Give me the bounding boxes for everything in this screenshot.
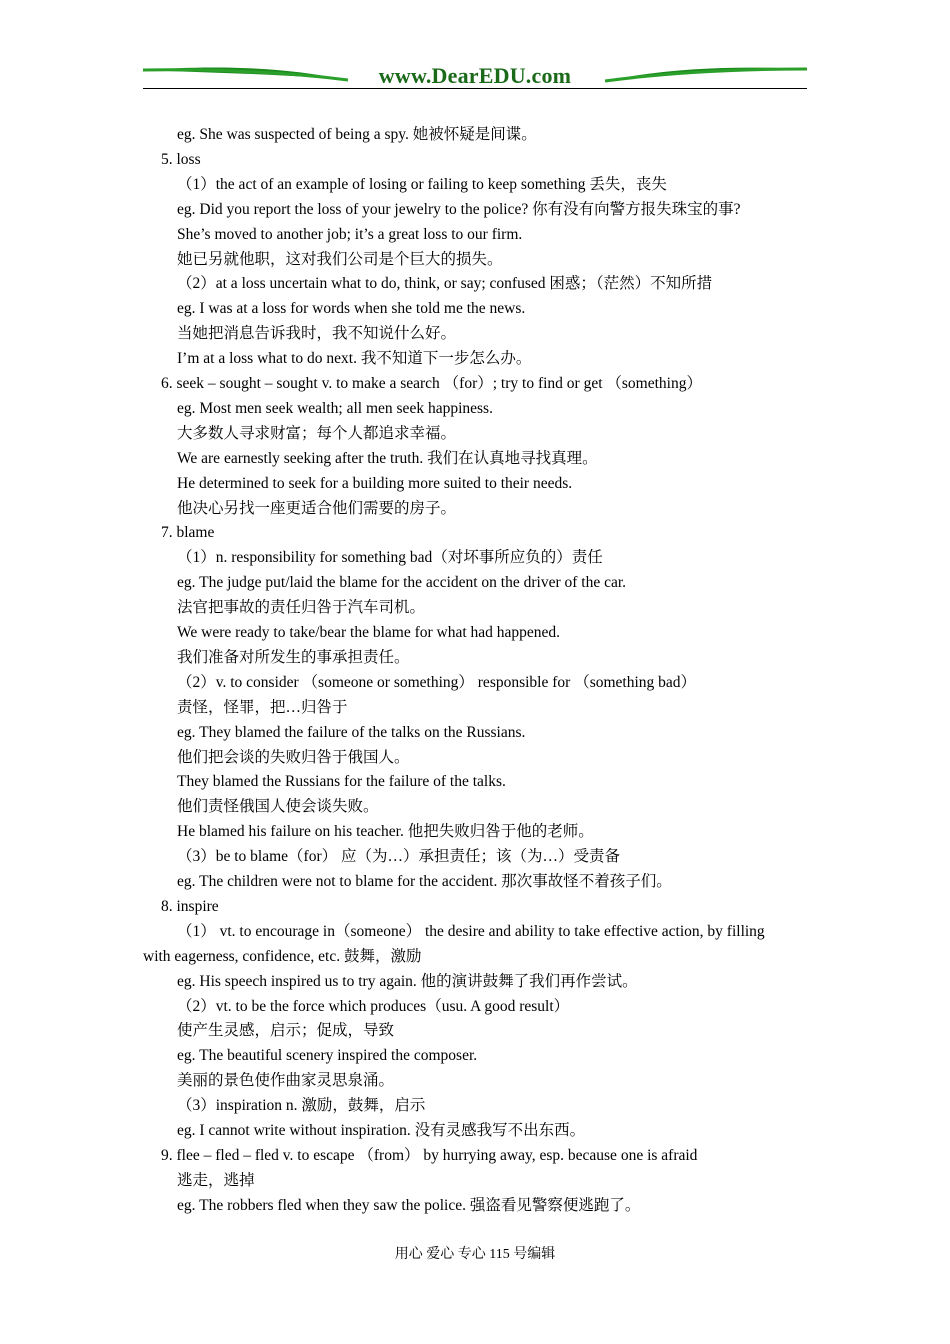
text-line: 责怪，怪罪，把…归咎于 xyxy=(177,698,348,716)
text-line: She’s moved to another job; it’s a great loss to our firm. xyxy=(177,225,523,243)
text-line: 我们准备对所发生的事承担责任。 xyxy=(177,648,410,666)
text-line: eg. The beautiful scenery inspired the composer. xyxy=(177,1047,478,1065)
text-line: （3）be to blame（for） 应（为…）承担责任；该（为…）受责备 xyxy=(177,848,621,866)
text-line: eg. The judge put/laid the blame for the accident on the driver of the car. xyxy=(177,574,627,592)
text-line: （1） vt. to encourage in（someone） the desire and ability to take effective action, by filling xyxy=(177,922,765,940)
text-line: 逃走，逃掉 xyxy=(177,1171,255,1189)
text-line: 当她把消息告诉我时，我不知说什么好。 xyxy=(177,325,457,343)
text-line: 他决心另找一座更适合他们需要的房子。 xyxy=(177,499,457,517)
text-line: eg. Did you report the loss of your jewelry to the police? 你有没有向警方报失珠宝的事? xyxy=(177,200,741,218)
text-line: eg. The robbers fled when they saw the police. 强盗看见警察便逃跑了。 xyxy=(177,1196,641,1214)
page-footer: 用心 爱心 专心 115 号编辑 xyxy=(394,1247,556,1262)
text-line: eg. His speech inspired us to try again. 他的演讲鼓舞了我们再作尝试。 xyxy=(177,972,638,990)
text-line: 7. blame xyxy=(161,524,215,542)
text-line: （2）at a loss uncertain what to do, think, or say; confused 困惑；（茫然）不知所措 xyxy=(177,275,713,293)
text-line: eg. Most men seek wealth; all men seek happiness. xyxy=(177,399,493,417)
text-line: eg. I was at a loss for words when she told me the news. xyxy=(177,300,526,318)
text-line: （2）v. to consider （someone or something） responsible for （something bad） xyxy=(177,673,697,691)
text-line: 他们责怪俄国人使会谈失败。 xyxy=(177,798,379,816)
text-line: eg. I cannot write without inspiration. 没有灵感我写不出东西。 xyxy=(177,1122,586,1139)
text-line: 他们把会谈的失败归咎于俄国人。 xyxy=(177,748,410,766)
text-line: eg. They blamed the failure of the talks on the Russians. xyxy=(177,723,526,741)
text-line: They blamed the Russians for the failure of the talks. xyxy=(177,773,506,791)
text-line: eg. She was suspected of being a spy. 她被怀疑是间谍。 xyxy=(177,126,537,143)
text-line: （2）vt. to be the force which produces（usu. A good result） xyxy=(177,997,570,1015)
header-divider xyxy=(143,88,807,89)
text-line: 她已另就他职，这对我们公司是个巨大的损失。 xyxy=(177,250,503,268)
text-line: 6. seek – sought – sought v. to make a search （for）; try to find or get （something） xyxy=(161,375,702,392)
text-line: 8. inspire xyxy=(161,897,219,915)
text-line: with eagerness, confidence, etc. 鼓舞，激励 xyxy=(143,947,422,965)
text-line: eg. The children were not to blame for the accident. 那次事故怪不着孩子们。 xyxy=(177,873,672,890)
text-line: 美丽的景色使作曲家灵思泉涌。 xyxy=(177,1072,395,1090)
text-line: We were ready to take/bear the blame for what had happened. xyxy=(177,624,561,641)
site-logo[interactable]: www.DearEDU.com xyxy=(378,63,572,88)
text-line: 5. loss xyxy=(161,150,201,168)
text-line: 9. flee – fled – fled v. to escape （from） by hurrying away, esp. because one is afraid xyxy=(161,1146,698,1164)
text-line: I’m at a loss what to do next. 我不知道下一步怎么办。 xyxy=(177,350,532,368)
text-line: 使产生灵感，启示；促成，导致 xyxy=(177,1022,395,1040)
text-line: He determined to seek for a building more suited to their needs. xyxy=(177,474,573,492)
text-line: We are earnestly seeking after the truth. 我们在认真地寻找真理。 xyxy=(177,449,598,467)
text-line: 大多数人寻求财富；每个人都追求幸福。 xyxy=(177,424,457,442)
text-line: He blamed his failure on his teacher. 他把失败归咎于他的老师。 xyxy=(177,823,594,841)
text-line: 法官把事故的责任归咎于汽车司机。 xyxy=(177,599,426,617)
text-line: （3）inspiration n. 激励，鼓舞，启示 xyxy=(177,1097,426,1115)
text-line: （1）n. responsibility for something bad（对坏事所应负的）责任 xyxy=(177,549,603,567)
text-line: （1）the act of an example of losing or failing to keep something 丢失，丧失 xyxy=(177,175,667,193)
